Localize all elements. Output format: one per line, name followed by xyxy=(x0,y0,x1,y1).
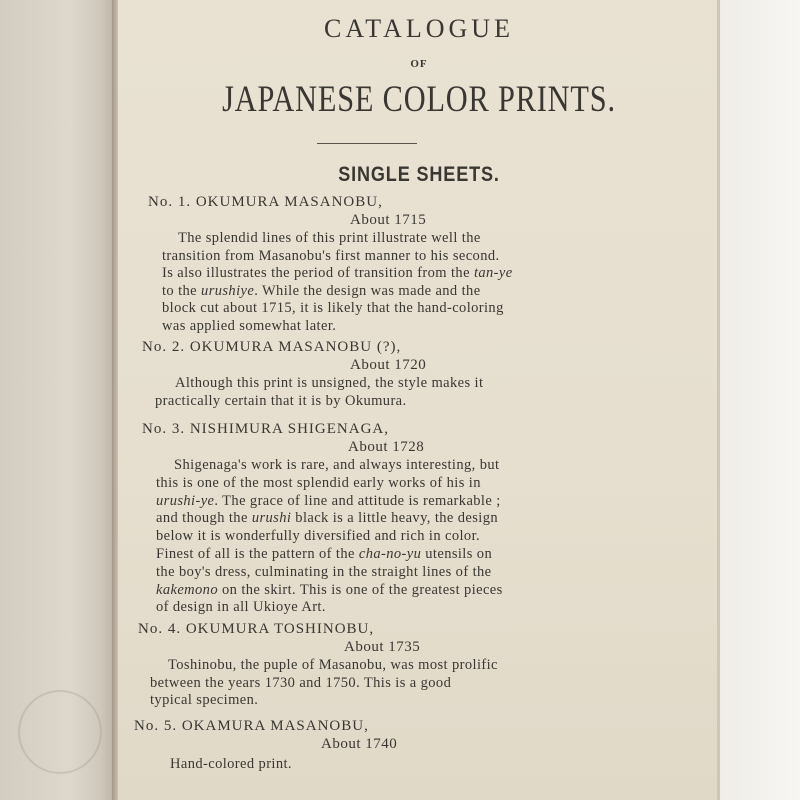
entry-date: About 1720 xyxy=(350,357,427,373)
main-title: JAPANESE COLOR PRINTS. xyxy=(222,79,616,120)
italic-term: cha-no-yu xyxy=(358,546,422,562)
italic-term: tan-ye xyxy=(473,265,513,282)
entry-date: About 1728 xyxy=(348,439,425,455)
italic-term: urushi-ye xyxy=(156,492,215,509)
entry-heading: No. 2. OKUMURA MASANOBU (?), xyxy=(142,339,402,355)
entry-heading: No. 1. OKUMURA MASANOBU, xyxy=(148,194,383,210)
entry-text-line: practically certain that it is by Okumura. xyxy=(155,392,407,409)
entry-text-line: to the urushiye. While the design was made and the xyxy=(162,282,481,299)
entry-text-line: transition from Masanobu's first manner to his second. xyxy=(162,247,500,264)
entry-text-line: urushi-ye. The grace of line and attitude is remarkable ; xyxy=(156,492,501,509)
entry-text-line: Although this print is unsigned, the style makes it xyxy=(175,375,484,391)
entry-date: About 1740 xyxy=(321,736,398,752)
italic-term: urushi xyxy=(251,510,292,527)
entry-heading: No. 5. OKAMURA MASANOBU, xyxy=(134,718,369,734)
title-catalogue: CATALOGUE xyxy=(324,14,514,43)
entry-text-line: block cut about 1715, it is likely that the hand-coloring xyxy=(162,300,504,317)
entry-text-line: and though the urushi black is a little heavy, the design xyxy=(156,510,499,527)
background-surface xyxy=(720,0,800,800)
title-rule xyxy=(317,143,417,144)
entry-text-line: Is also illustrates the period of transition from the tan-ye xyxy=(162,265,513,282)
entry-date: About 1735 xyxy=(344,639,421,655)
entry-text-line: this is one of the most splendid early works of his in xyxy=(156,474,481,491)
entry-text-line: was applied somewhat later. xyxy=(162,318,337,334)
section-title: SINGLE SHEETS. xyxy=(338,163,500,186)
entry-text-line: Toshinobu, the puple of Masanobu, was most prolific xyxy=(168,657,498,673)
book-page xyxy=(118,0,720,800)
entry-heading: No. 4. OKUMURA TOSHINOBU, xyxy=(138,621,375,637)
title-of: OF xyxy=(410,58,428,70)
italic-term: kakemono xyxy=(156,581,218,598)
entry-text-line: Shigenaga's work is rare, and always interesting, but xyxy=(174,457,500,473)
entry-date: About 1715 xyxy=(350,212,427,228)
page-edge xyxy=(717,0,720,800)
entry-text-line: Hand-colored print. xyxy=(170,756,292,772)
entry-text-line: Finest of all is the pattern of the cha-no-yu utensils on xyxy=(156,546,493,562)
entry-text-line: kakemono on the skirt. This is one of the greatest pieces xyxy=(156,581,503,598)
entry-text-line: of design in all Ukioye Art. xyxy=(156,599,326,616)
entry-text-line: typical specimen. xyxy=(150,692,259,709)
italic-term: urushiye xyxy=(201,282,255,299)
library-stamp xyxy=(18,690,102,774)
entry-text-line: below it is wonderfully diversified and rich in color. xyxy=(156,528,481,545)
facing-page xyxy=(0,0,118,800)
entry-heading: No. 3. NISHIMURA SHIGENAGA, xyxy=(142,421,390,437)
entry-text-line: The splendid lines of this print illustrate well the xyxy=(178,230,481,246)
entry-text-line: between the years 1730 and 1750. This is a good xyxy=(150,674,452,691)
entry-text-line: the boy's dress, culminating in the straight lines of the xyxy=(156,563,492,580)
